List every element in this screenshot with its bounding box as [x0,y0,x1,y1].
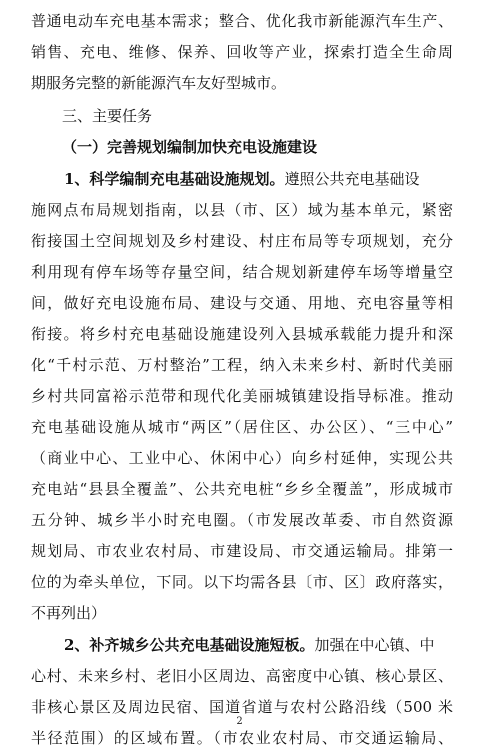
item-1-title: 1、科学编制充电基础设施规划。 [64,170,285,188]
paragraph-line: 半径范围）的区域布置。（市农业农村局、市交通运输局、 [31,729,453,747]
item-1-first-line-rest: 遵照公共充电基础设 [284,170,420,188]
paragraph-line: 心村、未来乡村、老旧小区周边、高密度中心镇、核心景区、 [31,667,453,685]
section-heading: 三、主要任务 [62,107,153,125]
item-2-first-line [0,630,479,660]
paragraph-line: 不再列出） [31,604,107,622]
paragraph-line: 衔接国土空间规划及乡村建设、村庄布局等专项规划，充分 [31,232,453,250]
paragraph-line: （商业中心、工业中心、休闲中心）向乡村延伸，实现公共 [31,449,453,467]
paragraph-line: 乡村共同富裕示范带和现代化美丽城镇建设指导标准。推动 [31,387,453,405]
paragraph-line: 普通电动车充电基本需求；整合、优化我市新能源汽车生产、 [31,12,453,30]
item-1-first-line [0,164,479,194]
paragraph-line: 五分钟、城乡半小时充电圈。（市发展改革委、市自然资源 [31,511,453,529]
paragraph-line: 衔接。将乡村充电基础设施建设列入县城承载能力提升和深 [31,325,453,343]
paragraph-line: 充电站“县县全覆盖”、公共充电桩“乡乡全覆盖”，形成城市 [31,480,453,498]
paragraph-line: 非核心景区及周边民宿、国道省道与农村公路沿线（500 米 [31,698,453,716]
item-2-title: 2、补齐城乡公共充电基础设施短板。 [64,636,315,654]
paragraph-line: 销售、充电、维修、保养、回收等产业，探索打造全生命周 [31,43,453,61]
paragraph-line: 施网点布局规划指南，以县（市、区）域为基本单元，紧密 [31,201,453,219]
paragraph-line: 规划局、市农业农村局、市建设局、市交通运输局。排第一 [31,542,453,560]
paragraph-line: 期服务完整的新能源汽车友好型城市。 [31,74,287,92]
item-2-first-line-rest: 加强在中心镇、中 [314,636,435,654]
subsection-heading: （一）完善规划编制加快充电设施建设 [62,138,318,156]
page-number: 2 [236,716,243,727]
paragraph-line: 位的为牵头单位，下同。以下均需各县〔市、区〕政府落实， [31,573,453,591]
paragraph-line: 充电基础设施从城市“两区”（居住区、办公区）、“三中心” [31,418,453,436]
paragraph-line: 利用现有停车场等存量空间，结合规划新建停车场等增量空 [31,263,453,281]
paragraph-line: 化“千村示范、万村整治”工程，纳入未来乡村、新时代美丽 [31,356,453,374]
paragraph-line: 间，做好充电设施布局、建设与交通、用地、充电容量等相 [31,294,453,312]
